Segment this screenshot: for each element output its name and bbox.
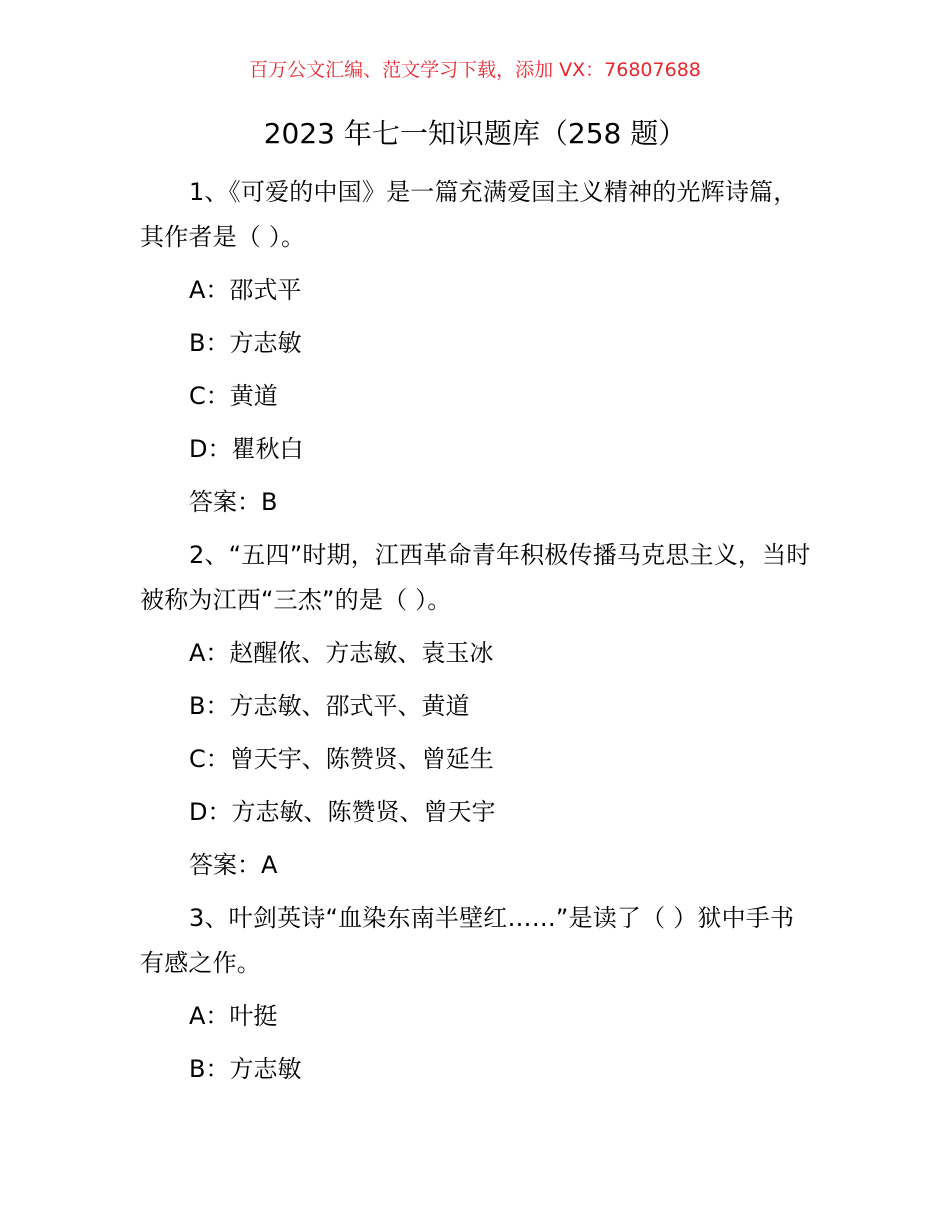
option-b: B：方志敏、邵式平、黄道 xyxy=(189,692,470,720)
question-list xyxy=(140,170,815,1092)
question-block xyxy=(140,533,815,888)
option-b: B：方志敏 xyxy=(189,1055,302,1083)
option-d: D：方志敏、陈赞贤、曾天宇 xyxy=(189,798,496,826)
option-a: A：邵式平 xyxy=(189,276,302,304)
question-block xyxy=(140,170,815,525)
question-stem: 2、“五四”时期，江西革命青年积极传播马克思主义，当时被称为江西“三杰”的是（ ）。 xyxy=(140,541,811,614)
option-a: A：叶挺 xyxy=(189,1002,278,1030)
option-d: D：瞿秋白 xyxy=(189,435,304,463)
option-c: C：黄道 xyxy=(189,382,278,410)
header-banner: 百万公文汇编、范文学习下载，添加 VX：76807688 xyxy=(249,59,701,81)
question-block xyxy=(140,896,815,1092)
answer-line: 答案：B xyxy=(189,488,278,516)
answer-line: 答案：A xyxy=(189,851,278,879)
document-title: 2023 年七一知识题库（258 题） xyxy=(263,117,687,150)
option-a: A：赵醒侬、方志敏、袁玉冰 xyxy=(189,639,494,667)
question-stem: 3、叶剑英诗“血染东南半壁红……”是读了（ ）狱中手书有感之作。 xyxy=(140,904,795,977)
option-c: C：曾天宇、陈赞贤、曾延生 xyxy=(189,745,494,773)
option-b: B：方志敏 xyxy=(189,329,302,357)
question-stem: 1、《可爱的中国》是一篇充满爱国主义精神的光辉诗篇，其作者是（ ）。 xyxy=(140,178,798,251)
